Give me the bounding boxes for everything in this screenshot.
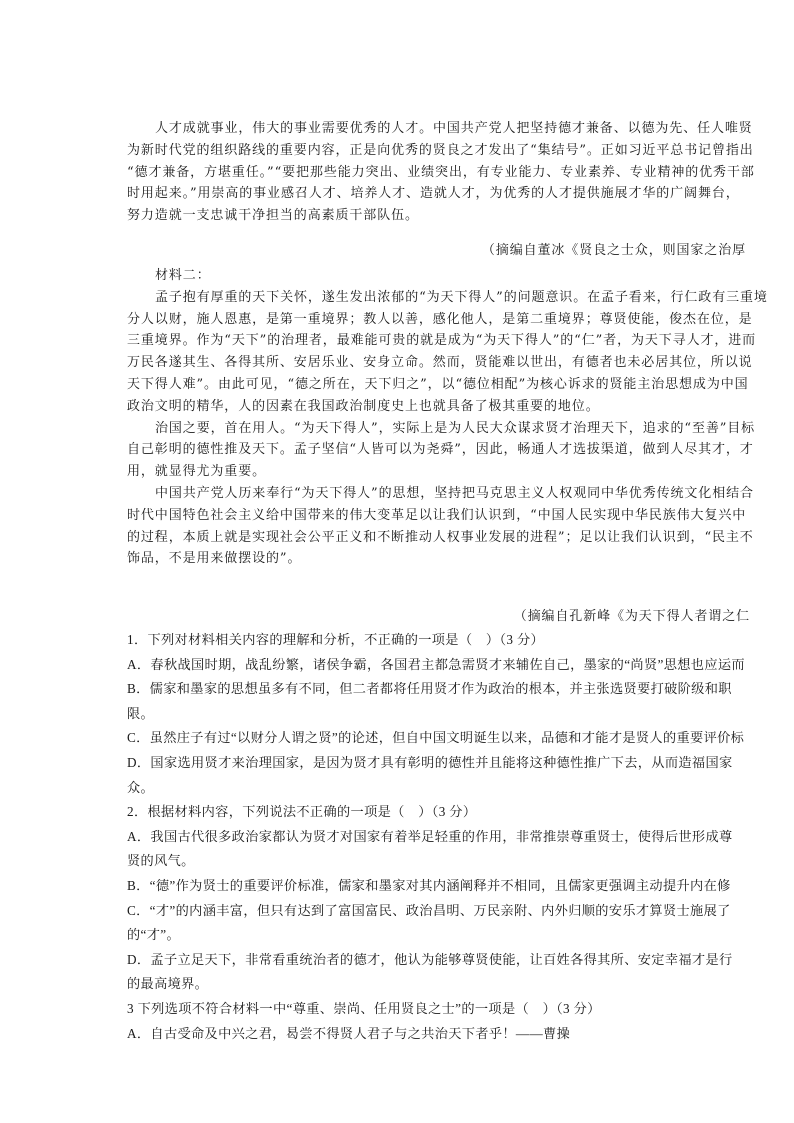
material-two-line: 分人以财，施人恩惠，是第一重境界；教人以善，感化他人，是第二重境界；尊贤使能，俊杰在位，是 <box>127 311 753 327</box>
material-two-line: 孟子抱有厚重的天下关怀，遂生发出浓郁的“为天下得人”的问题意识。在孟子看来，行仁政有三重境 <box>155 289 768 305</box>
question-line: B．儒家和墨家的思想虽多有不同，但二者都将任用贤才作为政治的根本，并主张选贤要打破阶级和职 <box>127 681 732 697</box>
questions-section <box>127 628 794 1046</box>
source-citation-one: （摘编自董冰《贤良之士众，则国家之治厚 <box>481 243 746 258</box>
source-citation-one-wrap <box>0 240 794 262</box>
question-line: D．国家选用贤才来治理国家，是因为贤才具有彰明的德性并且能将这种德性推广下去，从而造福国家 <box>127 754 733 770</box>
material-two-line: 政治文明的精华，人的因素在我国政治制度史上也就具备了极其重要的地位。 <box>127 398 600 414</box>
question-line: A．我国古代很多政治家都认为贤才对国家有着举足轻重的作用，非常推崇尊重贤士，使得后世形成尊 <box>127 828 733 844</box>
question-line: A．自古受命及中兴之君，曷尝不得贤人君子与之共治天下者乎！——曹操 <box>127 1025 571 1041</box>
material-two-line: 饰品，不是用来做摆设的”。 <box>127 551 302 567</box>
material-two-line: 万民各遂其生、各得其所、安居乐业、安身立命。然而，贤能难以世出，有德者也未必居其位，所以说 <box>127 355 753 371</box>
question-line: 2．根据材料内容，下列说法不正确的一项是（ ）（3 分） <box>127 804 477 820</box>
source-citation-two-wrap <box>0 606 794 628</box>
material-two-line: 用，就显得尤为重要。 <box>127 464 267 480</box>
material-two-line: 中国共产党人历来奉行“为天下得人”的思想，坚持把马克思主义人权观同中华优秀传统文化相结合 <box>155 485 754 501</box>
question-line: D．孟子立足天下，非常看重统治者的德才，他认为能够尊贤使能，让百姓各得其所、安定幸福才是行 <box>127 951 733 967</box>
material-two-line: 三重境界。作为“天下”的治理者，最难能可贵的就是成为“为天下得人”的“仁”者，为天下寻人才，进而 <box>127 333 757 349</box>
question-line: A．春秋战国时期，战乱纷繁，诸侯争霸，各国君主都急需贤才来辅佐自己，墨家的“尚贤”思想也应运而 <box>127 656 745 672</box>
question-line: 3 下列选项不符合材料一中“尊重、崇尚、任用贤良之士”的一项是（ ）（3 分） <box>127 1000 601 1016</box>
passage-one-line: 时用起来。”用崇高的事业感召人才、培养人才、造就人才，为优秀的人才提供施展才华的广阔舞台， <box>127 186 740 202</box>
material-two-line: 时代中国特色社会主义给中国带来的伟大变革足以让我们认识到，“中国人民实现中华民族伟大复兴中 <box>127 507 747 523</box>
passage-one <box>127 118 794 227</box>
question-line: 的最高境界。 <box>127 976 209 992</box>
passage-one-line: 为新时代党的组织路线的重要内容，正是向优秀的贤良之才发出了“集结号”。正如习近平总书记曾指出 <box>127 142 754 158</box>
question-line: B．“德”作为贤士的重要评价标准，儒家和墨家对其内涵阐释并不相同，且儒家更强调主动提升内在修 <box>127 877 731 893</box>
question-line: 的“才”。 <box>127 927 181 943</box>
question-line: 贤的风气。 <box>127 853 195 869</box>
material-two <box>127 265 794 570</box>
passage-one-line: 人才成就事业，伟大的事业需要优秀的人才。中国共产党人把坚持德才兼备、以德为先、任人唯贤 <box>155 121 753 136</box>
passage-one-line: “德才兼备，方堪重任。”“要把那些能力突出、业绩突出，有专业能力、专业素养、专业精神的优秀干部 <box>127 164 755 180</box>
question-line: 限。 <box>127 705 155 721</box>
material-two-line: 天下得人难”。由此可见，“德之所在，天下归之”，以“德位相配”为核心诉求的贤能主治思想成为中国 <box>127 376 749 392</box>
material-two-line: 治国之要，首在用人。“为天下得人”，实际上是为人民大众谋求贤才治理天下，追求的“至善”目标 <box>155 420 756 436</box>
question-line: C．虽然庄子有过“以财分人谓之贤”的论述，但自中国文明诞生以来，品德和才能才是贤人的重要评价标 <box>127 730 745 746</box>
question-line: 众。 <box>127 779 155 795</box>
passage-one-line: 努力造就一支忠诚干净担当的高素质干部队伍。 <box>127 208 419 224</box>
material-two-line: 自己彰明的德性推及天下。孟子坚信“人皆可以为尧舜”，因此，畅通人才选拔渠道，做到人尽其才，才 <box>127 442 754 458</box>
material-two-line: 的过程，本质上就是实现社会公平正义和不断推动人权事业发展的进程”；足以让我们认识到，“民主不 <box>127 529 754 545</box>
question-line: 1．下列对材料相关内容的理解和分析，不正确的一项是（ ）（3 分） <box>127 632 545 647</box>
source-citation-two: （摘编自孔新峰《为天下得人者谓之仁 <box>513 609 750 624</box>
question-line: C．“才”的内涵丰富，但只有达到了富国富民、政治昌明、万民亲附、内外归顺的安乐才算贤士施展了 <box>127 902 731 918</box>
material-heading: 材料二： <box>155 268 211 283</box>
